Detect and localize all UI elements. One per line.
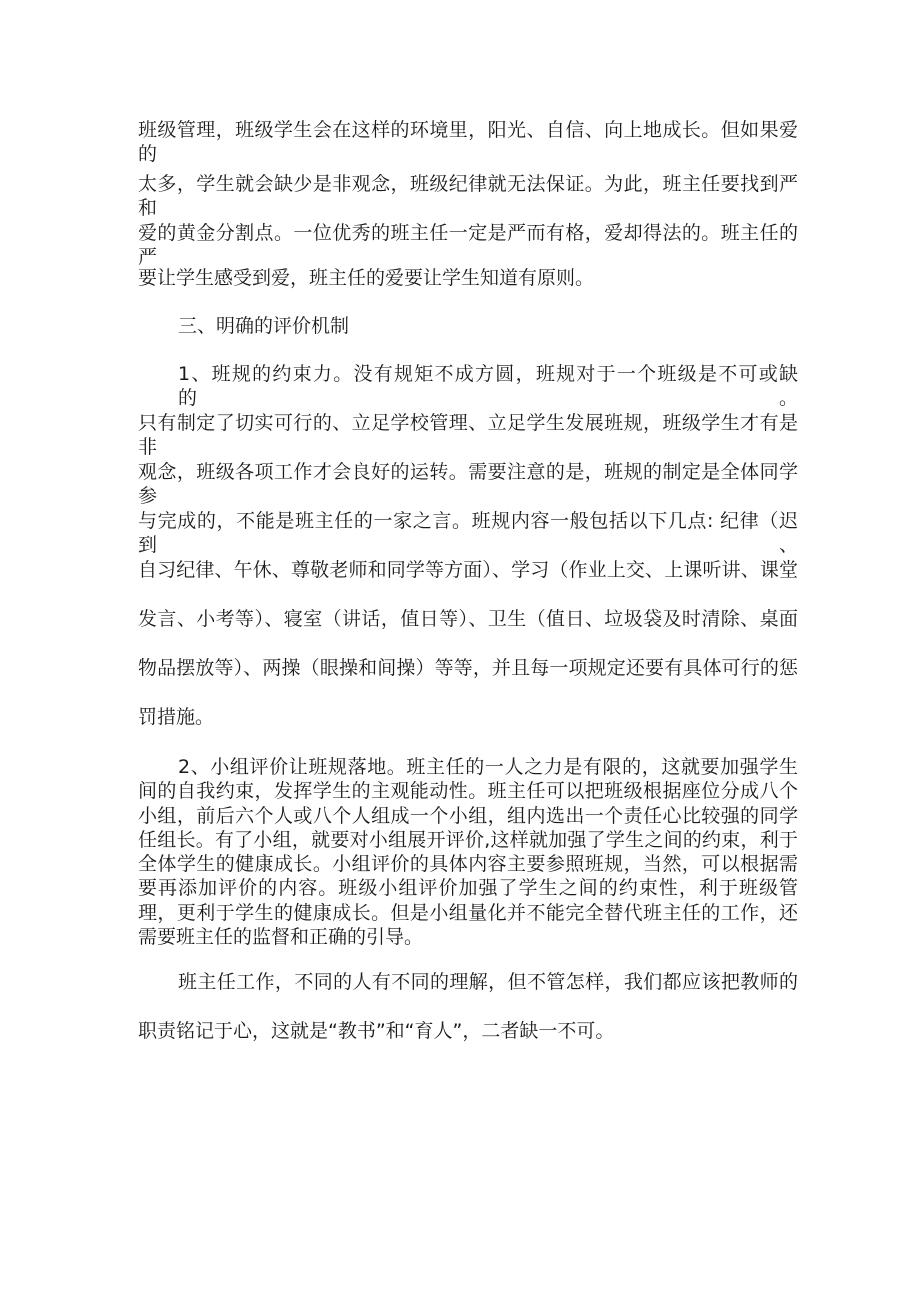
- para1-line-1: 班级管理，班级学生会在这样的环境里，阳光、自信、向上地成长。但如果爱的: [138, 119, 798, 165]
- para1-line-2: 太多，学生就会缺少是非观念，班级纪律就无法保证。为此，班主任要找到严和: [138, 173, 798, 219]
- para2-line-7: 物品摆放等）、两操（眼操和间操）等等，并且每一项规定还要有具体可行的惩: [138, 657, 798, 679]
- para2-line-6: 发言、小考等）、寝室（讲话，值日等）、卫生（值日、垃圾袋及时清除、桌面: [138, 608, 798, 630]
- section-heading: 三、明确的评价机制: [178, 315, 350, 337]
- para4-line-1: 班主任工作，不同的人有不同的理解，但不管怎样，我们都应该把教师的: [178, 971, 798, 993]
- para2-line-3: 观念，班级各项工作才会良好的运转。需要注意的是，班规的制定是全体同学参: [138, 461, 798, 507]
- para1-line-3: 爱的黄金分割点。一位优秀的班主任一定是严而有格，爱却得法的。班主任的严: [138, 222, 798, 268]
- para4-line-2: 职责铭记于心，这就是“教书”和“育人”，二者缺一不可。: [138, 1020, 615, 1042]
- para2-line-1: 1、班规的约束力。没有规矩不成方圆，班规对于一个班级是不可或缺的。: [178, 363, 798, 409]
- para2-line-5: 自习纪律、午休、尊敬老师和同学等方面）、学习（作业上交、上课听讲、课堂: [138, 559, 798, 581]
- para1-line-4: 要让学生感受到爱，班主任的爱要让学生知道有原则。: [138, 267, 595, 289]
- para2-line-8: 罚措施。: [138, 706, 215, 728]
- para3: [138, 755, 798, 949]
- para2-line-4: 与完成的，不能是班主任的一家之言。班规内容一般包括以下几点: 纪律（迟到、: [138, 510, 798, 556]
- para3-text: 2、小组评价让班规落地。班主任的一人之力是有限的，这就要加强学生间的自我约束，发挥学生的主观能动性。班主任可以把班级根据座位分成八个小组，前后六个人或八个人组成一个小组，组内选出一个责任心比较强的同学任组长。有了小组，就要对小组展开评价,这样就加强了学生之间的约束，利于全体学生的健康成长。小组评价的具体内容主要参照班规，当然，可以根据需要再添加评价的内容。班级小组评价加强了学生之间的约束性，利于班级管理，更利于学生的健康成长。但是小组量化并不能完全替代班主任的工作，还需要班主任的监督和正确的引导。: [138, 756, 798, 949]
- para2-line-2: 只有制定了切实可行的、立足学校管理、立足学生发展班规，班级学生才有是非: [138, 412, 798, 458]
